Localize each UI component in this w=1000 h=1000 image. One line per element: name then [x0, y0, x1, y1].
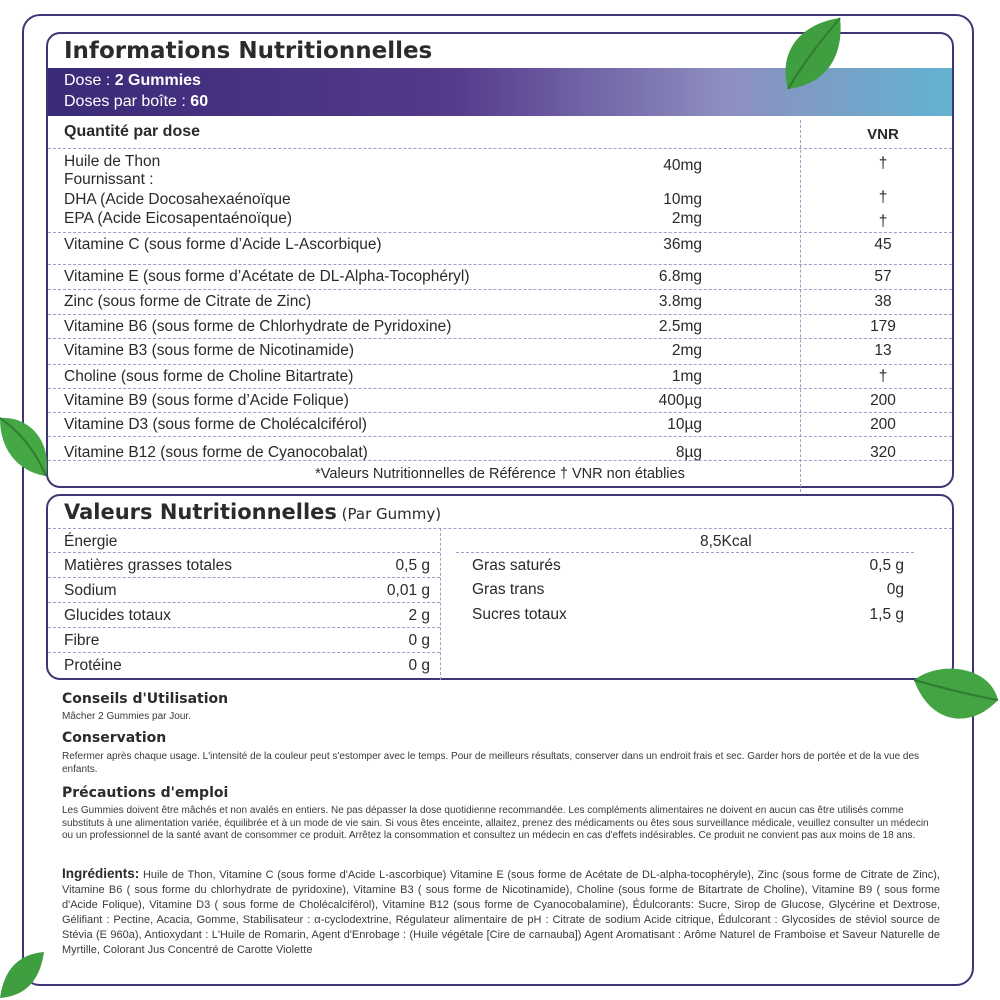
ingredients-block: [62, 866, 940, 958]
values-row: [48, 602, 440, 628]
values-column-divider: [440, 528, 441, 680]
values-subtitle: (Par Gummy): [336, 505, 442, 523]
row-amount: 40mg: [663, 157, 702, 174]
row-amount: 8µg: [675, 444, 702, 461]
footnote: *Valeurs Nutritionnelles de Référence † VNR non établies: [315, 466, 685, 482]
values-row-name: Fibre: [64, 632, 100, 649]
row-name: Zinc (sous forme de Citrate de Zinc): [64, 293, 312, 310]
values-row-name: Gras saturés: [472, 557, 561, 574]
row-name: Vitamine C (sous forme d’Acide L-Ascorbique): [64, 236, 382, 253]
values-row-name: Protéine: [64, 657, 122, 674]
energy-label: Énergie: [64, 533, 118, 550]
usage-text: Mâcher 2 Gummies par Jour.: [62, 711, 191, 722]
column-divider: [800, 120, 801, 492]
energy-value: 8,5Kcal: [700, 533, 752, 550]
dose-line: [64, 72, 201, 90]
values-row: [48, 627, 440, 653]
values-row-value: 0g: [886, 581, 904, 598]
row-vnr: 13: [874, 342, 892, 359]
precautions-title: Précautions d'emploi: [62, 785, 229, 801]
values-row: [48, 552, 440, 578]
row-name: Fournissant :: [64, 171, 154, 188]
row-name: Vitamine B9 (sous forme d’Acide Folique): [64, 392, 349, 409]
ingredients-text: Huile de Thon, Vitamine C (sous forme d'Acide L-ascorbique) Vitamine E (sous forme de Acétate de DL-alpha-tocophéryle), Zinc (sous forme de Citrate de Zinc), Vitamine B6 ( sous forme du chlorhydrate de pyridoxine), Vitamine B3 ( sous forme de Nicotinamide), Choline (sous forme de Bitartrate de Choline), Vitamine B9 ( sous forme d'Acide Folique), Vitamine D3 ( sous forme de Cholécalciférol), Vitamine B12 (sous forme de Cyanocobalamine), Édulcorants: Sucre, Sirop de Glucose, Glycérine et Dextrose, Gélifiant : Pectine, Acacia, Gomme, Stabilisateur : α-cyclodextrine, Régulateur alimentaire de pH : Citrate de sodium Acide citrique, Édulcorant : Glycosides de stéviol source de Stévia (E 960a), Antioxydant : L'Huile de Romarin, Agent d'Enrobage : (Huile végétale [Cire de carnauba]) Agent Aromatisant : Arôme Naturel de Framboise et Saveur Naturelle de Myrtille, Colorant Jus Concentré de Carotte Violette: [62, 869, 940, 956]
row-vnr: 45: [874, 236, 892, 253]
row-vnr: 200: [870, 392, 896, 409]
values-row: [456, 602, 914, 627]
row-name: Vitamine D3 (sous forme de Cholécalciférol): [64, 416, 367, 433]
values-row-value: 0 g: [408, 657, 430, 674]
row-amount: 3.8mg: [658, 293, 702, 310]
storage-text: Refermer après chaque usage. L'intensité de la couleur peut s'estomper avec le temps. Pour de meilleurs résultats, conserver dans un endroit frais et sec. Garder hors de portée et de la vue des enfants.: [62, 751, 920, 775]
values-row: [456, 552, 914, 578]
row-name: Choline (sous forme de Choline Bitartrate): [64, 368, 354, 385]
footnote-divider: [48, 460, 952, 461]
values-row-name: Glucides totaux: [64, 607, 171, 624]
table-row: [48, 364, 952, 389]
values-row: [48, 652, 440, 678]
row-vnr: 38: [874, 293, 892, 310]
dose-value: 2 Gummies: [114, 72, 201, 89]
doses-value: 60: [190, 93, 209, 110]
energy-row: [48, 528, 952, 553]
values-title-text: Valeurs Nutritionnelles: [64, 500, 337, 524]
info-title: Informations Nutritionnelles: [64, 38, 433, 64]
row-vnr: †: [878, 368, 888, 385]
row-vnr: †: [878, 155, 888, 172]
row-vnr: 179: [870, 318, 896, 335]
row-name: Vitamine B3 (sous forme de Nicotinamide): [64, 342, 355, 359]
row-amount: 36mg: [663, 236, 702, 253]
table-row: [48, 264, 952, 290]
row-vnr: 57: [874, 268, 892, 285]
table-row: [48, 314, 952, 339]
table-row: [48, 338, 952, 365]
row-name: Vitamine B12 (sous forme de Cyanocobalat): [64, 444, 368, 461]
storage-title: Conservation: [62, 730, 167, 746]
table-row: [48, 412, 952, 437]
leaf-icon: [778, 14, 848, 94]
row-vnr: 200: [870, 416, 896, 433]
values-row-name: Sucres totaux: [472, 606, 567, 623]
row-name: Huile de Thon: [64, 153, 161, 170]
row-amount: 1mg: [671, 368, 702, 385]
row-vnr: 320: [870, 444, 896, 461]
dose-label: Dose :: [64, 72, 115, 89]
values-row-name: Sodium: [64, 582, 117, 599]
values-row: [48, 577, 440, 603]
row-amount: 400µg: [658, 392, 702, 409]
row-name: DHA (Acide Docosahexaénoïque: [64, 191, 291, 208]
row-amount: 10mg: [663, 191, 702, 208]
values-row-name: Matières grasses totales: [64, 557, 232, 574]
ingredients-title: Ingrédients:: [62, 866, 140, 881]
leaf-icon: [910, 660, 1000, 732]
nutrition-info-panel: [46, 32, 954, 488]
row-amount: 6.8mg: [658, 268, 702, 285]
leaf-icon: [0, 950, 44, 1000]
row-amount: 10µg: [667, 416, 702, 433]
leaf-icon: [0, 412, 52, 480]
vnr-header: VNR: [867, 126, 899, 143]
table-row: [48, 388, 952, 413]
row-amount: 2mg: [671, 342, 702, 359]
row-name: EPA (Acide Eicosapentaénoïque): [64, 210, 293, 227]
values-row-value: 1,5 g: [869, 606, 904, 623]
row-amount: 2.5mg: [658, 318, 702, 335]
row-vnr: †: [878, 213, 888, 230]
doses-label: Doses par boîte :: [64, 93, 191, 110]
row-amount: 2mg: [671, 210, 702, 227]
values-title: [64, 500, 441, 524]
values-row-value: 0,01 g: [386, 582, 430, 599]
table-row: [48, 289, 952, 315]
values-row-value: 0 g: [408, 632, 430, 649]
table-row: [48, 436, 952, 463]
row-name: Vitamine B6 (sous forme de Chlorhydrate de Pyridoxine): [64, 318, 452, 335]
values-row: [456, 577, 914, 602]
precautions-text: Les Gummies doivent être mâchés et non avalés en entiers. Ne pas dépasser la dose quotidienne recommandée. Les compléments alimentaires ne doivent en aucun cas être utilisés comme substituts à une alimentation variée, équilibrée et à un mode de vie sain. Si vous êtes enceinte, allaitez, prenez des médicaments ou êtes sous surveillance médicale, veuillez consulter un médecin ou un professionnel de la santé avant de consommer ce produit. Arrêtez la consommation et consultez un médecin en cas d'effets indésirables. Ce produit ne convient pas aux moins de 18 ans.: [62, 805, 929, 841]
usage-title: Conseils d'Utilisation: [62, 691, 229, 707]
quantity-header: Quantité par dose: [64, 123, 201, 140]
table-row: [48, 232, 952, 265]
doses-per-box-line: [64, 93, 208, 111]
values-row-name: Gras trans: [472, 581, 545, 598]
row-name: Vitamine E (sous forme d’Acétate de DL-Alpha-Tocophéryl): [64, 268, 470, 285]
values-row-value: 2 g: [408, 607, 430, 624]
row-vnr: †: [878, 189, 888, 206]
values-row-value: 0,5 g: [395, 557, 430, 574]
values-row-value: 0,5 g: [869, 557, 904, 574]
table-row-fish-oil: [48, 148, 952, 233]
nutrition-values-panel: [46, 494, 954, 680]
